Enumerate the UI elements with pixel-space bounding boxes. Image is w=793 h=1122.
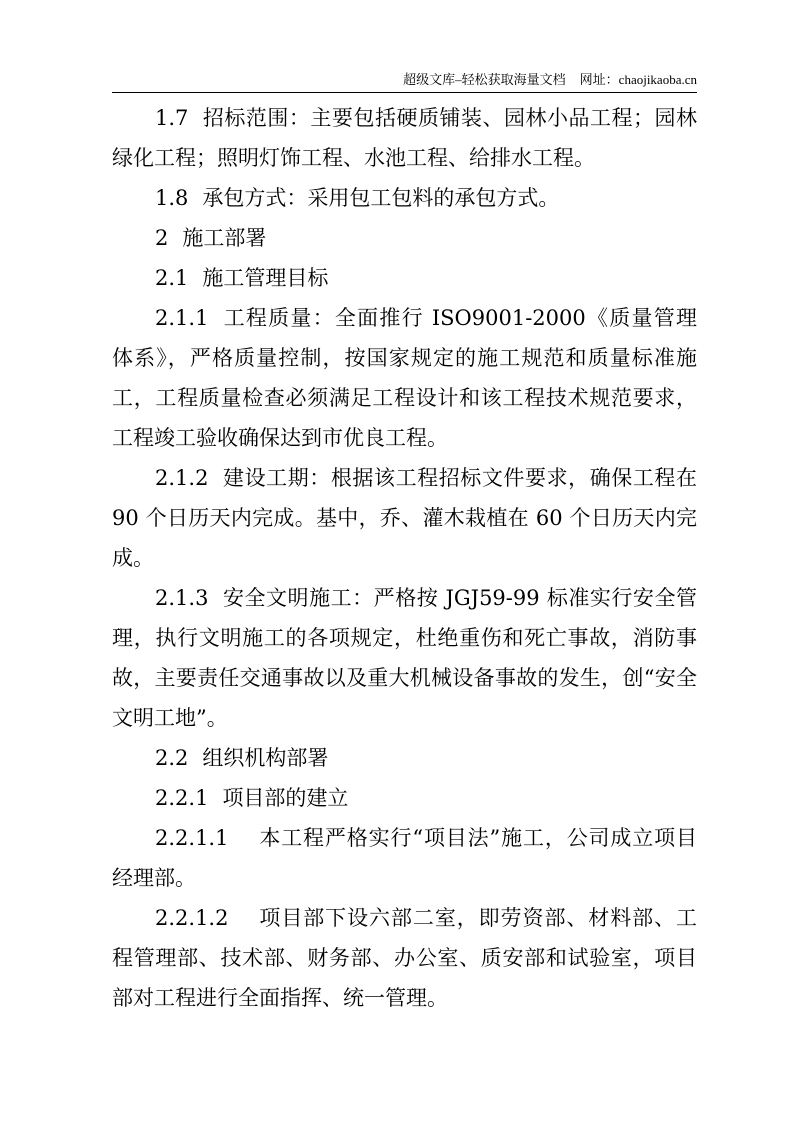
heading-text: 施工部署 [182, 226, 267, 250]
heading-text: 组织机构部署 [202, 746, 329, 770]
section-number: 1.7 [155, 106, 189, 130]
document-body [112, 98, 697, 1018]
paragraph-2-2-1-2 [112, 898, 697, 1018]
paragraph-2-1-3 [112, 578, 697, 738]
paragraph-1-7 [112, 98, 697, 178]
section-number: 2.1 [155, 266, 189, 290]
heading-text: 项目部的建立 [222, 786, 349, 810]
paragraph-2-2-1-1 [112, 818, 697, 898]
paragraph-text: 安全文明施工：严格按 JGJ59-99 标准实行安全管理，执行文明施工的各项规定，杜绝重伤和死亡事故，消防事故，主要责任交通事故以及重大机械设备事故的发生，创“安全文明工地”。 [112, 586, 697, 730]
paragraph-1-8 [112, 178, 697, 218]
section-number: 2.2 [155, 746, 189, 770]
section-number: 1.8 [155, 186, 189, 210]
heading-2-1 [112, 258, 697, 298]
section-number: 2 [155, 226, 169, 250]
section-number: 2.1.3 [155, 586, 209, 610]
section-number: 2.2.1.2 [155, 906, 229, 930]
paragraph-text: 工程质量：全面推行 ISO9001-2000《质量管理体系》，严格质量控制，按国家规定的施工规范和质量标准施工，工程质量检查必须满足工程设计和该工程技术规范要求，工程竣工验收确保达到市优良工程。 [112, 306, 697, 450]
heading-2-2 [112, 738, 697, 778]
heading-2-2-1 [112, 778, 697, 818]
paragraph-2-1-2 [112, 458, 697, 578]
header-site-name: 超级文库–轻松获取海量文档 [403, 72, 566, 87]
paragraph-text: 招标范围：主要包括硬质铺装、园林小品工程；园林绿化工程；照明灯饰工程、水池工程、给排水工程。 [112, 106, 697, 170]
paragraph-2-1-1 [112, 298, 697, 458]
section-number: 2.1.2 [155, 466, 209, 490]
section-number: 2.1.1 [155, 306, 209, 330]
paragraph-text: 本工程严格实行“项目法”施工，公司成立项目经理部。 [112, 826, 697, 890]
section-number: 2.2.1.1 [155, 826, 229, 850]
section-number: 2.2.1 [155, 786, 209, 810]
paragraph-text: 建设工期：根据该工程招标文件要求，确保工程在 90 个日历天内完成。基中，乔、灌木栽植在 60 个日历天内完成。 [112, 466, 697, 570]
heading-2 [112, 218, 697, 258]
heading-text: 施工管理目标 [202, 266, 329, 290]
paragraph-text: 承包方式：采用包工包料的承包方式。 [202, 186, 560, 210]
paragraph-text: 项目部下设六部二室，即劳资部、材料部、工程管理部、技术部、财务部、办公室、质安部和试验室，项目部对工程进行全面指挥、统一管理。 [112, 906, 697, 1010]
page-header [112, 70, 697, 93]
header-url: 网址：chaojikaoba.cn [579, 72, 697, 87]
